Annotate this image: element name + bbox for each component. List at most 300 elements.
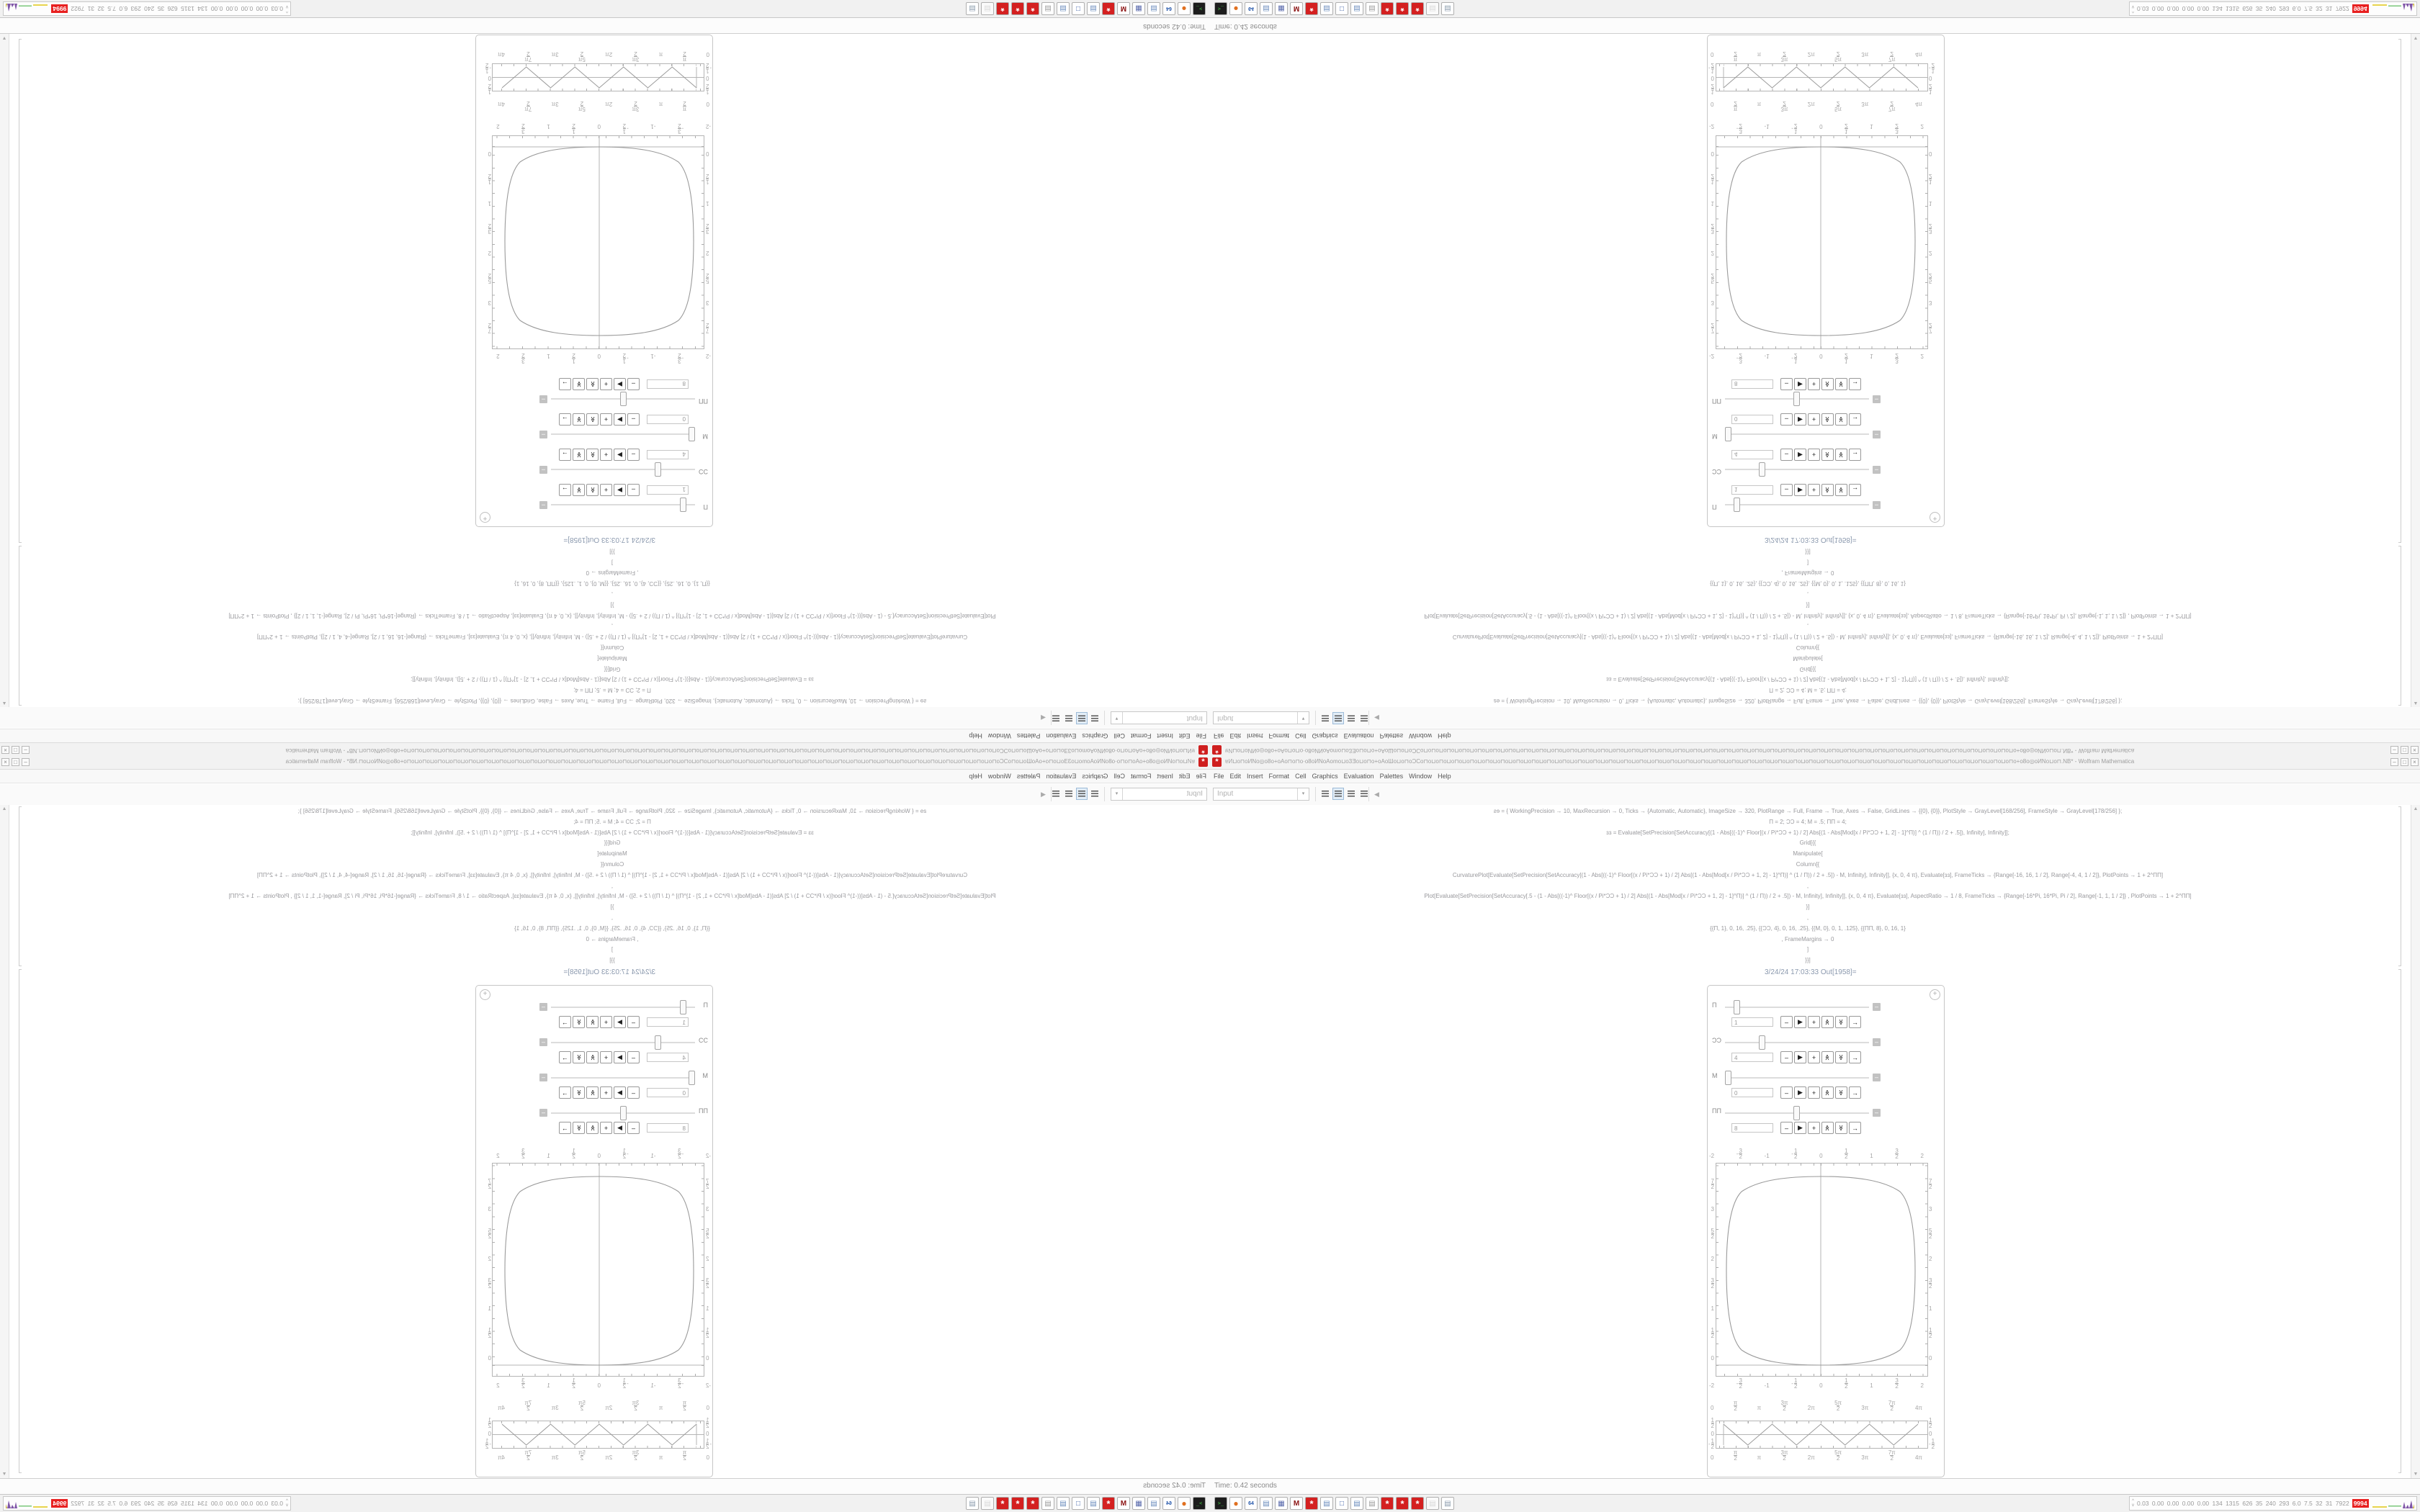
input-cell-code[interactable] — [1210, 806, 2406, 966]
code-line[interactable]: Grid[{{ — [1799, 665, 1816, 672]
slider-thumb[interactable] — [621, 1106, 627, 1120]
slower-button[interactable] — [573, 1016, 585, 1028]
notepad-icon[interactable]: ▤ — [1087, 2, 1100, 15]
menu-format[interactable]: Format — [1268, 732, 1290, 739]
direction-button[interactable]: → — [1849, 413, 1861, 426]
notepad-icon[interactable]: ▤ — [1350, 2, 1363, 15]
code-line[interactable]: Plot[Evaluate[SetPrecision[SetAccuracy[.5 - (1 - Abs[((-1)^ Floor[(x / Pi*ƆƆ + 1) / 2] Abs[(1 - Abs[Mod[x / Pi*ƆƆ + 1, 2] - 1]^Π)] ^ (1 / Π)) / 2 + .5]) - M, Infinity], Infinity]], {x, 0, 4 π}, Evaluate[ɜɜ], AspectRatio → 1 / 8, FrameTicks → {Range[-16*Pi, 16*Pi, Pi / 2], Range[-1, 1, 1 / 2]} , PlotPoints → 1 + 2^ΠΠ] — [1424, 612, 2192, 619]
manipulate-settings-icon[interactable]: + — [1930, 512, 1940, 523]
menu-palettes[interactable]: Palettes — [1379, 732, 1404, 739]
document-icon[interactable]: ▤ — [1366, 1497, 1379, 1510]
menu-file[interactable]: File — [1196, 732, 1206, 739]
slider-track[interactable] — [551, 433, 695, 435]
slider-collapse-button[interactable]: – — [1873, 395, 1881, 403]
faster-button[interactable] — [1821, 1122, 1834, 1134]
code-line[interactable]: CurvaturePlot[Evaluate[SetPrecision[SetAccuracy[(1 - Abs[((-1)^ Floor[(x / Pi*ƆƆ + 1) / 2] Abs[(1 - Abs[Mod[x / Pi*ƆƆ + 1, 2] - 1]^Π)] ^ (1 / Π)) / 2 + .5]) - M, Infinity], Infinity]], {x, 0, 4 π}, Evaluate[ɜɜ], FrameTicks → {Range[-16, 16, 1 / 2], Range[-4, 4, 1 / 2]}, PlotPoints → 1 + 2^ΠΠ] — [256, 871, 968, 878]
vertical-scrollbar[interactable] — [0, 34, 9, 707]
slower-button[interactable] — [1835, 484, 1847, 496]
notepad-icon[interactable]: ▤ — [1260, 1497, 1273, 1510]
toolbar-collapse-icon[interactable]: ◀ — [1374, 714, 1379, 721]
slider-value-field[interactable]: 1 — [1731, 485, 1773, 495]
slider-thumb[interactable] — [655, 462, 661, 477]
align-center-button[interactable] — [1332, 788, 1344, 800]
slower-button[interactable] — [573, 413, 585, 426]
code-line[interactable]: }] — [610, 904, 614, 911]
play-button[interactable]: ▶ — [1794, 1051, 1806, 1063]
menu-evaluation[interactable]: Evaluation — [1046, 773, 1077, 780]
m-app-icon[interactable]: M — [1117, 2, 1130, 15]
direction-button[interactable]: → — [1849, 378, 1861, 390]
floppy-64-icon[interactable]: 64 — [1245, 2, 1258, 15]
floppy-64-icon[interactable]: 64 — [1162, 2, 1175, 15]
menu-insert[interactable]: Insert — [1157, 732, 1173, 739]
code-line[interactable]: , — [611, 882, 614, 889]
menu-window[interactable]: Window — [1409, 732, 1433, 739]
play-button[interactable]: ▶ — [614, 484, 626, 496]
slower-button[interactable] — [573, 1086, 585, 1099]
mathematica-red-icon[interactable]: * — [1102, 1497, 1115, 1510]
menu-file[interactable]: File — [1196, 773, 1206, 780]
floppy-64-icon[interactable]: 64 — [1162, 1497, 1175, 1510]
mathematica-red-icon[interactable]: * — [1411, 1497, 1424, 1510]
direction-button[interactable]: → — [559, 1086, 571, 1099]
browser-icon[interactable]: ● — [1178, 1497, 1191, 1510]
slower-button[interactable] — [1835, 1122, 1847, 1134]
slider-value-field[interactable]: 1 — [647, 485, 689, 495]
slider-value-field[interactable]: 4 — [1731, 1053, 1773, 1062]
code-line[interactable]: Grid[{{ — [1799, 840, 1816, 847]
close-button[interactable]: × — [1, 746, 9, 754]
m-app-icon[interactable]: M — [1290, 1497, 1303, 1510]
code-line[interactable]: , — [1806, 914, 1809, 921]
direction-button[interactable]: → — [1849, 484, 1861, 496]
calculator-icon[interactable]: ▦ — [1275, 1497, 1288, 1510]
output-cell-bracket[interactable] — [19, 969, 22, 1473]
menu-palettes[interactable]: Palettes — [1379, 773, 1404, 780]
slower-button[interactable] — [1835, 378, 1847, 390]
slider-value-field[interactable]: 0 — [647, 1088, 689, 1097]
tray-chevrons-icon[interactable]: ^ v — [2132, 1499, 2134, 1508]
toolbar-collapse-icon[interactable]: ◀ — [1041, 714, 1046, 721]
align-right-button[interactable] — [1063, 712, 1075, 724]
code-line[interactable]: Manipulate[ — [597, 654, 627, 662]
slider-collapse-button[interactable]: – — [539, 466, 547, 474]
vertical-scrollbar[interactable] — [2411, 805, 2420, 1478]
chevron-down-icon[interactable]: ▾ — [1111, 788, 1123, 800]
slider-value-field[interactable]: 4 — [647, 1053, 689, 1062]
decrement-button[interactable]: – — [1780, 413, 1793, 426]
play-button[interactable]: ▶ — [614, 1051, 626, 1063]
scroll-down-icon[interactable]: ▼ — [1, 35, 7, 40]
vertical-scrollbar[interactable] — [0, 805, 9, 1478]
increment-button[interactable]: + — [600, 1051, 612, 1063]
faster-button[interactable] — [586, 1016, 599, 1028]
chevron-down-icon[interactable]: ▾ — [1297, 788, 1309, 800]
code-line[interactable]: {{Π, 1}, 0, 16, .25}, {{ƆƆ, 4}, 0, 16, .25}, {{M, 0}, 0, 1, .125}, {{ΠΠ, 8}, 0, 16, 1} — [1710, 924, 1906, 932]
notepad-icon[interactable]: ▤ — [1320, 2, 1333, 15]
slider-collapse-button[interactable]: – — [539, 1003, 547, 1011]
slider-value-field[interactable]: 4 — [647, 450, 689, 459]
mathematica-red-icon[interactable]: * — [1411, 2, 1424, 15]
slower-button[interactable] — [1835, 1051, 1847, 1063]
minimize-button[interactable]: – — [2390, 758, 2398, 766]
direction-button[interactable]: → — [559, 1016, 571, 1028]
code-line[interactable]: Plot[Evaluate[SetPrecision[SetAccuracy[.5 - (1 - Abs[((-1)^ Floor[(x / Pi*ƆƆ + 1) / 2] Abs[(1 - Abs[Mod[x / Pi*ƆƆ + 1, 2] - 1]^Π)] ^ (1 / Π)) / 2 + .5]) - M, Infinity], Infinity]], {x, 0, 4 π}, Evaluate[ɜɜ], AspectRatio → 1 / 8, FrameTicks → {Range[-16*Pi, 16*Pi, Pi / 2], Range[-1, 1, 1 / 2]} , PlotPoints → 1 + 2^ΠΠ] — [1424, 893, 2192, 900]
code-line[interactable]: ƨɘ = { WorkingPrecision → 10, MaxRecursion → 0, Ticks → {Automatic, Automatic}, ImageSize → 320, PlotRange → Full, Frame → True, Axes → False, GridLines → {{0}, {0}}, PlotStyle → GrayLevel[168/256], FrameStyle → GrayLevel[178/256] }; — [297, 698, 927, 704]
decrement-button[interactable]: – — [627, 1016, 640, 1028]
menu-cell[interactable]: Cell — [1295, 773, 1307, 780]
notepad-icon[interactable]: ▤ — [1320, 1497, 1333, 1510]
play-button[interactable]: ▶ — [614, 449, 626, 461]
mathematica-red-icon[interactable]: * — [1011, 2, 1024, 15]
system-monitor-tray[interactable] — [3, 1496, 291, 1511]
increment-button[interactable]: + — [600, 1016, 612, 1028]
calculator-icon[interactable]: ▦ — [1132, 1497, 1145, 1510]
code-line[interactable]: , — [611, 914, 614, 921]
increment-button[interactable]: + — [600, 378, 612, 390]
slider-collapse-button[interactable]: – — [1873, 1109, 1881, 1117]
window-titlebar[interactable] — [1210, 756, 2420, 770]
terminal-icon[interactable]: >_ — [1193, 1497, 1206, 1510]
menu-edit[interactable]: Edit — [1178, 773, 1191, 780]
menu-format[interactable]: Format — [1130, 773, 1152, 780]
slider-collapse-button[interactable]: – — [1873, 431, 1881, 438]
decrement-button[interactable]: – — [627, 1051, 640, 1063]
slider-value-field[interactable]: 1 — [1731, 1017, 1773, 1027]
slider-track[interactable] — [1725, 398, 1869, 400]
play-button[interactable]: ▶ — [1794, 1016, 1806, 1028]
code-line[interactable]: , — [611, 591, 614, 598]
direction-button[interactable]: → — [559, 484, 571, 496]
decrement-button[interactable]: – — [1780, 1016, 1793, 1028]
notepad-icon[interactable]: ▤ — [1147, 1497, 1160, 1510]
code-line[interactable]: }] — [1806, 904, 1810, 911]
browser-icon[interactable]: ● — [1178, 2, 1191, 15]
menu-cell[interactable]: Cell — [1113, 773, 1125, 780]
mathematica-red-icon[interactable]: * — [996, 2, 1009, 15]
align-left-button[interactable] — [1089, 712, 1101, 724]
output-cell-bracket[interactable] — [2398, 39, 2401, 543]
document-icon[interactable]: ▤ — [1041, 1497, 1054, 1510]
play-button[interactable]: ▶ — [1794, 413, 1806, 426]
disabled-app-icon[interactable]: ▤ — [1426, 2, 1439, 15]
manipulate-settings-icon[interactable]: + — [480, 989, 490, 1000]
mathematica-red-icon[interactable]: * — [1102, 2, 1115, 15]
faster-button[interactable] — [586, 1122, 599, 1134]
faster-button[interactable] — [1821, 1051, 1834, 1063]
increment-button[interactable]: + — [1808, 1122, 1820, 1134]
slower-button[interactable] — [573, 1122, 585, 1134]
slider-track[interactable] — [551, 469, 695, 470]
mathematica-red-icon[interactable]: * — [1305, 2, 1318, 15]
align-justify-button[interactable] — [1050, 712, 1062, 724]
menu-file[interactable]: File — [1214, 732, 1224, 739]
code-line[interactable]: ɜɜ = Evaluate[SetPrecision[SetAccuracy[(1 - Abs[((-1)^ Floor[(x / Pi*ƆƆ + 1) / 2] Abs[(1 - Abs[Mod[x / Pi*ƆƆ + 1, 2] - 1]^Π)] ^ (1 / Π)) / 2 + .5]), Infinity], Infinity]]; — [411, 829, 814, 836]
window-app-icon[interactable]: □ — [1072, 2, 1085, 15]
slider-track[interactable] — [1725, 504, 1869, 505]
disabled-app-icon[interactable]: ▤ — [981, 1497, 994, 1510]
manipulate-settings-icon[interactable]: + — [480, 512, 490, 523]
faster-button[interactable] — [1821, 413, 1834, 426]
browser-icon[interactable]: ● — [1229, 2, 1242, 15]
toolbar-collapse-icon[interactable]: ◀ — [1041, 791, 1046, 798]
decrement-button[interactable]: – — [1780, 1051, 1793, 1063]
direction-button[interactable]: → — [559, 1122, 571, 1134]
minimize-button[interactable]: – — [22, 746, 30, 754]
slider-value-field[interactable]: 8 — [1731, 379, 1773, 389]
align-left-button[interactable] — [1089, 788, 1101, 800]
code-line[interactable]: Grid[{{ — [604, 840, 621, 847]
document-icon[interactable]: ▤ — [1041, 2, 1054, 15]
restore-button[interactable]: □ — [12, 746, 19, 754]
code-line[interactable]: Column[{ — [1796, 644, 1820, 652]
faster-button[interactable] — [586, 378, 599, 390]
code-line[interactable]: ɜɜ = Evaluate[SetPrecision[SetAccuracy[(1 - Abs[((-1)^ Floor[(x / Pi*ƆƆ + 1) / 2] Abs[(1 - Abs[Mod[x / Pi*ƆƆ + 1, 2] - 1]^Π)] ^ (1 / Π)) / 2 + .5]), Infinity], Infinity]]; — [1606, 676, 2009, 683]
toolbar-collapse-icon[interactable]: ◀ — [1374, 791, 1379, 798]
increment-button[interactable]: + — [600, 484, 612, 496]
slider-track[interactable] — [1725, 1077, 1869, 1079]
decrement-button[interactable]: – — [1780, 1122, 1793, 1134]
code-line[interactable]: {{Π, 1}, 0, 16, .25}, {{ƆƆ, 4}, 0, 16, .25}, {{M, 0}, 0, 1, .125}, {{ΠΠ, 8}, 0, 16, 1} — [514, 924, 710, 932]
faster-button[interactable] — [1821, 1086, 1834, 1099]
increment-button[interactable]: + — [1808, 413, 1820, 426]
slower-button[interactable] — [1835, 413, 1847, 426]
slider-track[interactable] — [1725, 469, 1869, 470]
direction-button[interactable]: → — [1849, 1051, 1861, 1063]
slider-collapse-button[interactable]: – — [539, 431, 547, 438]
chevron-down-icon[interactable]: ▾ — [1297, 712, 1309, 724]
align-justify-button[interactable] — [1050, 788, 1062, 800]
window-app-icon[interactable]: □ — [1072, 1497, 1085, 1510]
decrement-button[interactable]: – — [627, 484, 640, 496]
play-button[interactable]: ▶ — [614, 1122, 626, 1134]
mathematica-red-icon[interactable]: * — [1381, 1497, 1394, 1510]
slider-value-field[interactable]: 8 — [647, 1123, 689, 1133]
code-line[interactable]: ] — [611, 559, 614, 566]
align-right-button[interactable] — [1345, 712, 1357, 724]
code-line[interactable]: ƨɘ = { WorkingPrecision → 10, MaxRecursion → 0, Ticks → {Automatic, Automatic}, ImageSize → 320, PlotRange → Full, Frame → True, Axes → False, GridLines → {{0}, {0}}, PlotStyle → GrayLevel[168/256], FrameStyle → GrayLevel[178/256] }; — [297, 808, 927, 814]
close-button[interactable]: × — [1, 758, 9, 766]
notepad-icon[interactable]: ▤ — [1260, 2, 1273, 15]
slider-collapse-button[interactable]: – — [539, 1038, 547, 1046]
mathematica-red-icon[interactable]: * — [1026, 1497, 1039, 1510]
slider-thumb[interactable] — [689, 1071, 695, 1085]
notebook-content[interactable] — [0, 34, 1210, 707]
menu-graphics[interactable]: Graphics — [1312, 732, 1338, 739]
minimize-button[interactable]: – — [22, 758, 30, 766]
slider-thumb[interactable] — [1759, 1035, 1765, 1050]
direction-button[interactable]: → — [1849, 1016, 1861, 1028]
menu-evaluation[interactable]: Evaluation — [1046, 732, 1077, 739]
code-line[interactable]: {{Π, 1}, 0, 16, .25}, {{ƆƆ, 4}, 0, 16, .25}, {{M, 0}, 0, 1, .125}, {{ΠΠ, 8}, 0, 16, 1} — [514, 580, 710, 588]
play-button[interactable]: ▶ — [1794, 378, 1806, 390]
cell-style-dropdown[interactable] — [1213, 788, 1309, 801]
document-icon[interactable]: ▤ — [1366, 2, 1379, 15]
increment-button[interactable]: + — [600, 413, 612, 426]
align-left-button[interactable] — [1319, 712, 1331, 724]
menu-cell[interactable]: Cell — [1295, 732, 1307, 739]
faster-button[interactable] — [1821, 1016, 1834, 1028]
code-line[interactable]: Column[{ — [600, 860, 624, 868]
mathematica-red-icon[interactable]: * — [1396, 1497, 1409, 1510]
play-button[interactable]: ▶ — [614, 1016, 626, 1028]
code-line[interactable]: }}] — [1805, 957, 1811, 964]
faster-button[interactable] — [1821, 449, 1834, 461]
slider-value-field[interactable]: 1 — [647, 1017, 689, 1027]
menu-palettes[interactable]: Palettes — [1016, 732, 1041, 739]
faster-button[interactable] — [586, 449, 599, 461]
menu-help[interactable]: Help — [1438, 732, 1451, 739]
slider-value-field[interactable]: 4 — [1731, 450, 1773, 459]
slower-button[interactable] — [1835, 449, 1847, 461]
slider-track[interactable] — [1725, 1042, 1869, 1043]
slider-thumb[interactable] — [621, 392, 627, 406]
menu-window[interactable]: Window — [987, 732, 1011, 739]
system-monitor-tray[interactable] — [2129, 1, 2417, 16]
window-app-icon[interactable]: □ — [1335, 2, 1348, 15]
align-center-button[interactable] — [1076, 788, 1088, 800]
decrement-button[interactable]: – — [1780, 484, 1793, 496]
restore-button[interactable]: □ — [2401, 746, 2408, 754]
increment-button[interactable]: + — [600, 449, 612, 461]
calculator-icon[interactable]: ▦ — [1275, 2, 1288, 15]
input-cell-bracket[interactable] — [19, 806, 22, 966]
menu-format[interactable]: Format — [1268, 773, 1290, 780]
code-line[interactable]: ƨɘ = { WorkingPrecision → 10, MaxRecursion → 0, Ticks → {Automatic, Automatic}, ImageSize → 320, PlotRange → Full, Frame → True, Axes → False, GridLines → {{0}, {0}}, PlotStyle → GrayLevel[168/256], FrameStyle → GrayLevel[178/256] }; — [1493, 808, 2123, 814]
code-line[interactable]: ɜɜ = Evaluate[SetPrecision[SetAccuracy[(1 - Abs[((-1)^ Floor[(x / Pi*ƆƆ + 1) / 2] Abs[(1 - Abs[Mod[x / Pi*ƆƆ + 1, 2] - 1]^Π)] ^ (1 / Π)) / 2 + .5]), Infinity], Infinity]]; — [411, 676, 814, 683]
mathematica-red-icon[interactable]: * — [1396, 2, 1409, 15]
close-button[interactable]: × — [2411, 746, 2419, 754]
menu-insert[interactable]: Insert — [1247, 773, 1263, 780]
notebook-content[interactable] — [0, 805, 1210, 1478]
slider-value-field[interactable]: 0 — [1731, 1088, 1773, 1097]
slider-collapse-button[interactable]: – — [1873, 501, 1881, 509]
align-center-button[interactable] — [1332, 712, 1344, 724]
code-line[interactable]: Π = 2; ƆƆ = 4; M = .5; ΠΠ = 4; — [573, 818, 651, 825]
code-line[interactable]: }}] — [1805, 548, 1811, 555]
menu-edit[interactable]: Edit — [1178, 732, 1191, 739]
disabled-app-icon[interactable]: ▤ — [981, 2, 994, 15]
scroll-up-icon[interactable]: ▲ — [2413, 806, 2419, 811]
terminal-icon[interactable]: >_ — [1214, 1497, 1227, 1510]
document-icon[interactable]: ▤ — [1441, 1497, 1454, 1510]
terminal-icon[interactable]: >_ — [1214, 2, 1227, 15]
window-app-icon[interactable]: □ — [1335, 1497, 1348, 1510]
slider-track[interactable] — [1725, 1007, 1869, 1008]
code-line[interactable]: ] — [1806, 946, 1809, 953]
manipulate-settings-icon[interactable]: + — [1930, 989, 1940, 1000]
increment-button[interactable]: + — [600, 1122, 612, 1134]
direction-button[interactable]: → — [559, 413, 571, 426]
direction-button[interactable]: → — [559, 1051, 571, 1063]
slider-thumb[interactable] — [1725, 1071, 1731, 1085]
slider-thumb[interactable] — [1759, 462, 1765, 477]
input-cell-bracket[interactable] — [2398, 546, 2401, 706]
input-cell-code[interactable] — [14, 806, 1210, 966]
cell-style-dropdown[interactable] — [1213, 711, 1309, 724]
code-line[interactable]: {{Π, 1}, 0, 16, .25}, {{ƆƆ, 4}, 0, 16, .25}, {{M, 0}, 0, 1, .125}, {{ΠΠ, 8}, 0, 16, 1} — [1710, 580, 1906, 588]
code-line[interactable]: , — [1806, 882, 1809, 889]
faster-button[interactable] — [586, 484, 599, 496]
faster-button[interactable] — [586, 1086, 599, 1099]
code-line[interactable]: Π = 2; ƆƆ = 4; M = .5; ΠΠ = 4; — [1769, 818, 1847, 825]
increment-button[interactable]: + — [1808, 378, 1820, 390]
menu-evaluation[interactable]: Evaluation — [1343, 773, 1374, 780]
menu-cell[interactable]: Cell — [1113, 732, 1125, 739]
slider-thumb[interactable] — [680, 498, 686, 512]
align-right-button[interactable] — [1063, 788, 1075, 800]
faster-button[interactable] — [1821, 484, 1834, 496]
notepad-icon[interactable]: ▤ — [1147, 2, 1160, 15]
faster-button[interactable] — [586, 1051, 599, 1063]
code-line[interactable]: Π = 2; ƆƆ = 4; M = .5; ΠΠ = 4; — [1769, 687, 1847, 694]
slower-button[interactable] — [1835, 1016, 1847, 1028]
faster-button[interactable] — [586, 413, 599, 426]
slider-thumb[interactable] — [680, 1000, 686, 1014]
play-button[interactable]: ▶ — [1794, 449, 1806, 461]
slider-track[interactable] — [1725, 433, 1869, 435]
decrement-button[interactable]: – — [627, 378, 640, 390]
slider-value-field[interactable]: 0 — [647, 415, 689, 424]
decrement-button[interactable]: – — [627, 1086, 640, 1099]
mathematica-red-icon[interactable]: * — [1305, 1497, 1318, 1510]
notepad-icon[interactable]: ▤ — [1350, 1497, 1363, 1510]
slider-track[interactable] — [551, 1007, 695, 1008]
menu-graphics[interactable]: Graphics — [1312, 773, 1338, 780]
play-button[interactable]: ▶ — [614, 378, 626, 390]
notepad-icon[interactable]: ▤ — [1057, 2, 1070, 15]
terminal-icon[interactable]: >_ — [1193, 2, 1206, 15]
mathematica-red-icon[interactable]: * — [996, 1497, 1009, 1510]
slider-value-field[interactable]: 0 — [1731, 415, 1773, 424]
notebook-content[interactable] — [1210, 34, 2420, 707]
menu-format[interactable]: Format — [1130, 732, 1152, 739]
menu-window[interactable]: Window — [987, 773, 1011, 780]
code-line[interactable]: ƨɘ = { WorkingPrecision → 10, MaxRecursion → 0, Ticks → {Automatic, Automatic}, ImageSize → 320, PlotRange → Full, Frame → True, Axes → False, GridLines → {{0}, {0}}, PlotStyle → GrayLevel[168/256], FrameStyle → GrayLevel[178/256] }; — [1493, 698, 2123, 704]
mathematica-red-icon[interactable]: * — [1011, 1497, 1024, 1510]
menu-evaluation[interactable]: Evaluation — [1343, 732, 1374, 739]
code-line[interactable]: Manipulate[ — [1793, 654, 1823, 662]
scroll-up-icon[interactable]: ▲ — [1, 806, 7, 811]
browser-icon[interactable]: ● — [1229, 1497, 1242, 1510]
code-line[interactable]: ] — [611, 946, 614, 953]
calculator-icon[interactable]: ▦ — [1132, 2, 1145, 15]
slider-value-field[interactable]: 8 — [1731, 1123, 1773, 1133]
increment-button[interactable]: + — [1808, 1051, 1820, 1063]
code-line[interactable]: Manipulate[ — [1793, 850, 1823, 858]
increment-button[interactable]: + — [1808, 449, 1820, 461]
align-left-button[interactable] — [1319, 788, 1331, 800]
direction-button[interactable]: → — [1849, 1086, 1861, 1099]
code-line[interactable]: , FrameMargins → 0 — [586, 935, 639, 942]
code-line[interactable]: , FrameMargins → 0 — [1781, 935, 1834, 942]
document-icon[interactable]: ▤ — [966, 2, 979, 15]
code-line[interactable]: CurvaturePlot[Evaluate[SetPrecision[SetAccuracy[(1 - Abs[((-1)^ Floor[(x / Pi*ƆƆ + 1) / 2] Abs[(1 - Abs[Mod[x / Pi*ƆƆ + 1, 2] - 1]^Π)] ^ (1 / Π)) / 2 + .5]) - M, Infinity], Infinity]], {x, 0, 4 π}, Evaluate[ɜɜ], FrameTicks → {Range[-16, 16, 1 / 2], Range[-4, 4, 1 / 2]}, PlotPoints → 1 + 2^ΠΠ] — [256, 634, 968, 641]
cell-style-dropdown[interactable] — [1111, 788, 1207, 801]
window-titlebar[interactable] — [0, 742, 1210, 756]
menu-graphics[interactable]: Graphics — [1082, 773, 1108, 780]
slider-collapse-button[interactable]: – — [539, 1074, 547, 1081]
input-cell-bracket[interactable] — [2398, 806, 2401, 966]
mathematica-red-icon[interactable]: * — [1381, 2, 1394, 15]
input-cell-bracket[interactable] — [19, 546, 22, 706]
code-line[interactable]: , FrameMargins → 0 — [586, 570, 639, 577]
notebook-content[interactable] — [1210, 805, 2420, 1478]
input-cell-code[interactable] — [1210, 546, 2406, 706]
output-cell-bracket[interactable] — [19, 39, 22, 543]
code-line[interactable]: Plot[Evaluate[SetPrecision[SetAccuracy[.5 - (1 - Abs[((-1)^ Floor[(x / Pi*ƆƆ + 1) / 2] Abs[(1 - Abs[Mod[x / Pi*ƆƆ + 1, 2] - 1]^Π)] ^ (1 / Π)) / 2 + .5]) - M, Infinity], Infinity]], {x, 0, 4 π}, Evaluate[ɜɜ], AspectRatio → 1 / 8, FrameTicks → {Range[-16*Pi, 16*Pi, Pi / 2], Range[-1, 1, 1 / 2]} , PlotPoints → 1 + 2^ΠΠ] — [228, 893, 996, 900]
menu-insert[interactable]: Insert — [1247, 732, 1263, 739]
